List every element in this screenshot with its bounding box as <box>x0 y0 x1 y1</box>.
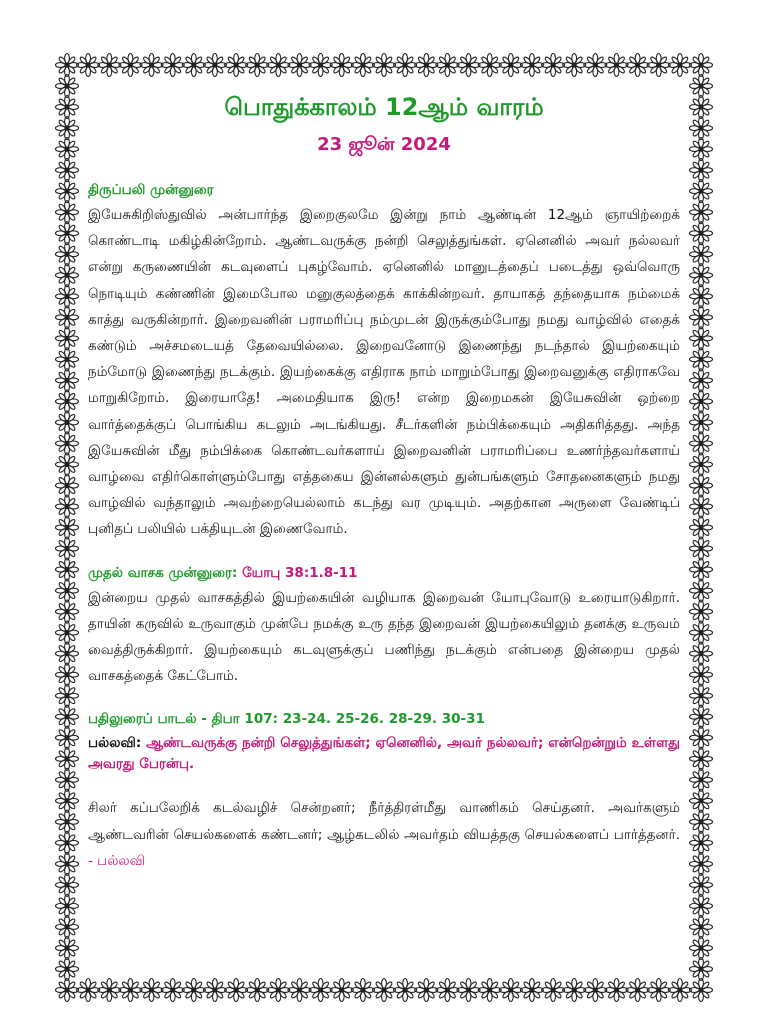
border-flower-ornament <box>56 117 79 140</box>
psalm-response-label: பல்லவி: <box>88 735 147 752</box>
border-flower-ornament <box>690 915 713 938</box>
border-flower-ornament <box>690 873 713 896</box>
border-flower-ornament <box>605 979 628 1002</box>
border-flower-ornament <box>690 96 713 119</box>
border-flower-ornament <box>56 180 79 203</box>
border-flower-ornament <box>690 117 713 140</box>
border-flower-ornament <box>690 201 713 224</box>
border-flower-ornament <box>161 54 184 77</box>
border-flower-ornament <box>98 54 121 77</box>
border-flower-ornament <box>690 663 713 686</box>
border-flower-ornament <box>203 979 226 1002</box>
border-flower-ornament <box>520 979 543 1002</box>
border-flower-ornament <box>56 138 79 161</box>
border-flower-ornament <box>56 894 79 917</box>
border-flower-ornament <box>56 411 79 434</box>
border-flower-ornament <box>77 979 100 1002</box>
border-flower-ornament <box>56 75 79 98</box>
border-flower-ornament <box>288 979 311 1002</box>
border-flower-ornament <box>373 54 396 77</box>
border-flower-ornament <box>56 96 79 119</box>
border-flower-ornament <box>309 54 332 77</box>
border-flower-ornament <box>690 285 713 308</box>
border-flower-ornament <box>436 54 459 77</box>
border-flower-ornament <box>56 264 79 287</box>
border-flower-ornament <box>288 54 311 77</box>
border-flower-ornament <box>436 979 459 1002</box>
border-flower-ornament <box>140 54 163 77</box>
border-flower-ornament <box>56 600 79 623</box>
border-flower-ornament <box>690 558 713 581</box>
border-flower-ornament <box>690 159 713 182</box>
border-flower-ornament <box>690 747 713 770</box>
border-flower-ornament <box>563 54 586 77</box>
psalm-response-text: ஆண்டவருக்கு நன்றி செலுத்துங்கள்; ஏனெனில், அவர் நல்லவர்; என்றென்றும் உள்ளது அவரது பேரன்பு. <box>88 735 680 773</box>
border-flower-ornament <box>56 873 79 896</box>
psalm-response <box>88 733 680 775</box>
border-flower-ornament <box>542 54 565 77</box>
border-flower-ornament <box>415 979 438 1002</box>
border-flower-ornament <box>56 306 79 329</box>
border-flower-ornament <box>56 369 79 392</box>
border-flower-ornament <box>690 537 713 560</box>
first-reading-paragraph: இன்றைய முதல் வாசகத்தில் இயற்கையின் வழியாக இறைவன் யோபுவோடு உரையாடுகிறார். தாயின் கருவில் உருவாகும் முன்பே நமக்கு உரு தந்த இறைவன் இயற்கையிலும் தனக்கு உருவம் வைத்திருக்கிறார். இயற்கையும் கடவுளுக்குப் பணிந்து நடக்கும் என்பதை இன்றைய முதல் வாசகத்தைக் கேட்போம். <box>88 589 680 685</box>
border-flower-ornament <box>690 75 713 98</box>
first-reading-label: முதல் வாசக முன்னுரை: <box>88 564 243 581</box>
border-flower-ornament <box>647 979 670 1002</box>
border-flower-ornament <box>690 958 713 981</box>
border-flower-ornament <box>140 979 163 1002</box>
border-flower-ornament <box>690 600 713 623</box>
border-flower-ornament <box>690 579 713 602</box>
border-flower-ornament <box>267 979 290 1002</box>
border-flower-ornament <box>56 705 79 728</box>
border-flower-ornament <box>690 432 713 455</box>
border-flower-ornament <box>225 979 248 1002</box>
border-flower-ornament <box>56 327 79 350</box>
border-flower-ornament <box>690 54 713 77</box>
psalm-verse-text: சிலர் கப்பலேறிக் கடல்வழிச் சென்றனர்; நீர்த்திரள்மீது வாணிகம் செய்தனர். அவர்களும் ஆண்டவரின் செயல்களைக் கண்டனர்; ஆழ்கடலில் அவர்தம் வியத்தகு செயல்களைப் பார்த்தனர். <box>88 800 680 843</box>
border-flower-ornament <box>56 726 79 749</box>
border-flower-ornament <box>394 54 417 77</box>
border-flower-ornament <box>690 264 713 287</box>
border-flower-ornament <box>690 894 713 917</box>
border-flower-ornament <box>415 54 438 77</box>
border-flower-ornament <box>499 54 522 77</box>
border-flower-ornament <box>690 768 713 791</box>
border-flower-ornament <box>690 684 713 707</box>
border-flower-ornament <box>246 979 269 1002</box>
border-flower-ornament <box>56 958 79 981</box>
border-flower-ornament <box>351 979 374 1002</box>
border-flower-ornament <box>351 54 374 77</box>
border-flower-ornament <box>690 937 713 960</box>
border-flower-ornament <box>56 579 79 602</box>
border-flower-ornament <box>77 54 100 77</box>
border-flower-ornament <box>56 516 79 539</box>
border-flower-ornament <box>56 831 79 854</box>
border-flower-ornament <box>690 222 713 245</box>
border-flower-ornament <box>119 54 142 77</box>
border-flower-ornament <box>56 915 79 938</box>
border-flower-ornament <box>56 621 79 644</box>
page-title: பொதுக்காலம் 12ஆம் வாரம் <box>224 93 544 121</box>
border-flower-ornament <box>668 979 691 1002</box>
border-flower-ornament <box>246 54 269 77</box>
border-flower-ornament <box>56 390 79 413</box>
border-flower-ornament <box>56 348 79 371</box>
border-flower-ornament <box>690 474 713 497</box>
border-flower-ornament <box>56 243 79 266</box>
border-flower-ornament <box>563 979 586 1002</box>
border-flower-ornament <box>690 516 713 539</box>
border-flower-ornament <box>690 705 713 728</box>
border-flower-ornament <box>690 810 713 833</box>
border-flower-ornament <box>584 979 607 1002</box>
border-flower-ornament <box>690 621 713 644</box>
border-flower-ornament <box>626 979 649 1002</box>
border-flower-ornament <box>56 222 79 245</box>
border-flower-ornament <box>56 684 79 707</box>
border-flower-ornament <box>56 432 79 455</box>
border-flower-ornament <box>690 369 713 392</box>
border-flower-ornament <box>56 810 79 833</box>
border-flower-ornament <box>584 54 607 77</box>
border-flower-ornament <box>542 979 565 1002</box>
border-flower-ornament <box>56 285 79 308</box>
psalm-verse <box>88 795 680 874</box>
border-flower-ornament <box>690 453 713 476</box>
border-flower-ornament <box>690 726 713 749</box>
border-flower-ornament <box>56 495 79 518</box>
border-flower-ornament <box>690 180 713 203</box>
border-flower-ornament <box>119 979 142 1002</box>
border-flower-ornament <box>56 768 79 791</box>
border-flower-ornament <box>478 54 501 77</box>
border-flower-ornament <box>690 642 713 665</box>
border-flower-ornament <box>520 54 543 77</box>
border-flower-ornament <box>478 979 501 1002</box>
border-flower-ornament <box>690 789 713 812</box>
first-reading-reference: யோபு 38:1.8-11 <box>242 564 358 581</box>
border-flower-ornament <box>457 54 480 77</box>
border-flower-ornament <box>457 979 480 1002</box>
border-flower-ornament <box>161 979 184 1002</box>
border-flower-ornament <box>182 54 205 77</box>
border-flower-ornament <box>690 411 713 434</box>
document-body <box>88 92 680 874</box>
intro-heading: திருப்பலி முன்னுரை <box>88 182 214 198</box>
first-reading-heading <box>88 563 680 583</box>
border-flower-ornament <box>626 54 649 77</box>
border-flower-ornament <box>56 789 79 812</box>
border-flower-ornament <box>56 937 79 960</box>
border-flower-ornament <box>56 558 79 581</box>
border-flower-ornament <box>330 979 353 1002</box>
border-flower-ornament <box>373 979 396 1002</box>
border-flower-ornament <box>605 54 628 77</box>
border-flower-ornament <box>690 390 713 413</box>
border-flower-ornament <box>690 348 713 371</box>
border-flower-ornament <box>499 979 522 1002</box>
border-flower-ornament <box>647 54 670 77</box>
border-flower-ornament <box>690 831 713 854</box>
border-flower-ornament <box>56 747 79 770</box>
psalm-verse-refrain: - பல்லவி <box>88 852 145 869</box>
border-flower-ornament <box>330 54 353 77</box>
border-flower-ornament <box>690 979 713 1002</box>
border-flower-ornament <box>56 474 79 497</box>
border-flower-ornament <box>267 54 290 77</box>
psalm-heading: பதிலுரைப் பாடல் - திபா 107: 23-24. 25-26. 28-29. 30-31 <box>88 711 485 728</box>
border-flower-ornament <box>56 663 79 686</box>
border-flower-ornament <box>182 979 205 1002</box>
border-flower-ornament <box>690 306 713 329</box>
border-flower-ornament <box>309 979 332 1002</box>
border-flower-ornament <box>690 138 713 161</box>
border-flower-ornament <box>394 979 417 1002</box>
border-flower-ornament <box>690 243 713 266</box>
border-flower-ornament <box>56 159 79 182</box>
border-flower-ornament <box>690 327 713 350</box>
intro-paragraph: இயேசுகிறிஸ்துவில் அன்பார்ந்த இறைகுலமே இன்று நாம் ஆண்டின் 12ஆம் ஞாயிற்றைக் கொண்டாடி மகிழ்கின்றோம். ஆண்டவருக்கு நன்றி செலுத்துங்கள். ஏனெனில் அவர் நல்லவர் என்று கருணையின் கடவுளைப் புகழ்வோம். ஏனெனில் மானுடத்தைப் படைத்து ஒவ்வொரு நொடியும் கண்ணின் இமைபோல மனுகுலத்தைக் காக்கின்றவர். தாயாகத் தந்தையாக நம்மைக் காத்து வருகின்றார். இறைவனின் பராமரிப்பு நம்முடன் இருக்கும்போது நமது வாழ்வில் எதைக் கண்டும் அச்சமடையத் தேவையில்லை. இறைவனோடு இணைந்து நடந்தால் இயற்கையும் நம்மோடு இணைந்து நடக்கும். இயற்கைக்கு எதிராக நாம் மாறும்போது இறைவனுக்கு எதிராகவே மாறுகிறோம். இரையாதே! அமைதியாக இரு! என்ற இறைமகன் இயேசுவின் ஒற்றை வார்த்தைக்குப் பொங்கிய கடலும் அடங்கியது. சீடர்களின் நம்பிக்கையும் அதிகரித்தது. அந்த இயேசுவின் மீது நம்பிக்கை கொண்டவர்களாய் இறைவனின் பராமரிப்பை உணர்ந்தவர்களாய் வாழ்வை எதிர்கொள்ளும்போது எத்தகைய இன்னல்களும் துன்பங்களும் சோதனைகளும் நமது வாழ்வில் வந்தாலும் அவற்றையெல்லாம் கடந்து வர முடியும். அதற்கான அருளை வேண்டிப் புனிதப் பலியில் பக்தியுடன் இணைவோம். <box>88 207 680 538</box>
page-date: 23 ஜூன் 2024 <box>317 134 451 155</box>
border-flower-ornament <box>56 201 79 224</box>
border-flower-ornament <box>56 54 79 77</box>
border-flower-ornament <box>203 54 226 77</box>
border-flower-ornament <box>690 852 713 875</box>
border-flower-ornament <box>98 979 121 1002</box>
border-flower-ornament <box>225 54 248 77</box>
border-flower-ornament <box>668 54 691 77</box>
border-flower-ornament <box>56 537 79 560</box>
border-flower-ornament <box>56 979 79 1002</box>
border-flower-ornament <box>56 453 79 476</box>
border-flower-ornament <box>690 495 713 518</box>
border-flower-ornament <box>56 642 79 665</box>
border-flower-ornament <box>56 852 79 875</box>
